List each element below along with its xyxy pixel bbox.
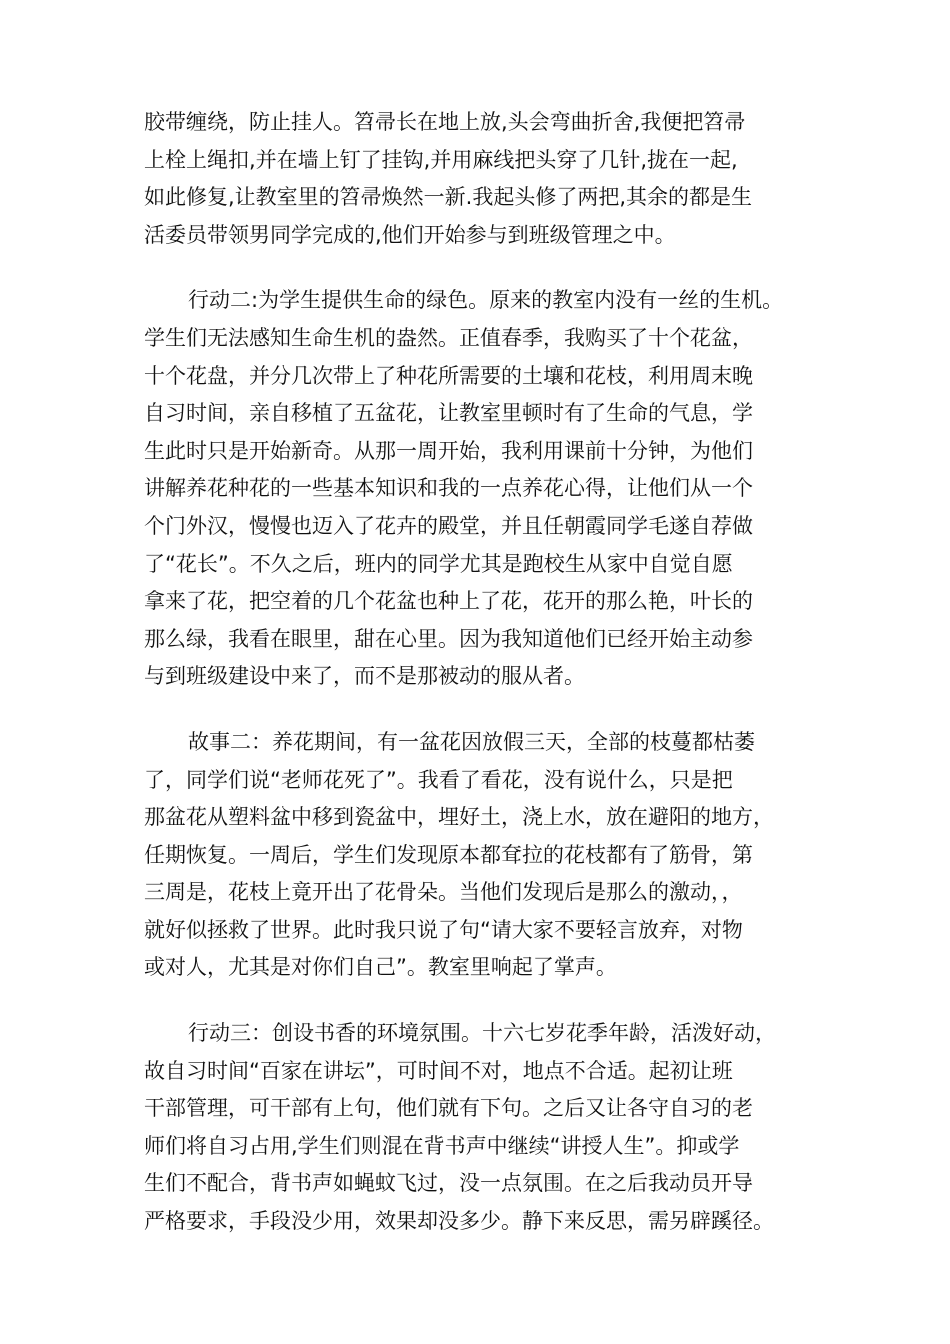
text-line: 了，同学们说“老师花死了”。我看了看花，没有说什么，只是把 (144, 767, 733, 792)
text-line: 了“花长”。不久之后，班内的同学尤其是跑校生从家中自觉自愿 (144, 551, 733, 576)
paragraph-gap (144, 254, 824, 282)
text-line: 十个花盘，并分几次带上了种花所需要的土壤和花枝，利用周末晚 (144, 363, 753, 388)
text-line: 讲解养花种花的一些基本知识和我的一点养花心得，让他们从一个 (144, 476, 753, 501)
text-line: 活委员带领男同学完成的,他们开始参与到班级管理之中。 (144, 222, 676, 247)
text-line: 干部管理，可干部有上句，他们就有下句。之后又让各守自习的老 (144, 1096, 753, 1121)
paragraph-gap (144, 987, 824, 1015)
text-line: 自习时间，亲自移植了五盆花，让教室里顿时有了生命的气息，学 (144, 401, 753, 426)
text-line: 如此修复,让教室里的笤帚焕然一新.我起头修了两把,其余的都是生 (144, 185, 753, 210)
text-line: 行动三：创设书香的环境氛围。十六七岁花季年龄，活泼好动， (188, 1021, 776, 1046)
text-line: 或对人，尤其是对你们自己”。教室里响起了掌声。 (144, 955, 617, 980)
text-line: 任期恢复。一周后，学生们发现原本都耷拉的花枝都有了筋骨，第 (144, 842, 753, 867)
text-line: 学生们无法感知生命生机的盎然。正值春季，我购买了十个花盆， (144, 325, 753, 350)
paragraph-action-two (144, 282, 824, 696)
text-line: 个门外汉，慢慢也迈入了花卉的殿堂，并且任朝霞同学毛遂自荐做 (144, 513, 753, 538)
text-line: 生们不配合，背书声如蝇蚊飞过，没一点氛围。在之后我动员开导 (144, 1171, 753, 1196)
paragraph-gap (144, 696, 824, 724)
text-line: 与到班级建设中来了，而不是那被动的服从者。 (144, 664, 585, 689)
text-line: 行动二:为学生提供生命的绿色。原来的教室内没有一丝的生机。 (188, 288, 784, 313)
text-line: 生此时只是开始新奇。从那一周开始，我利用课前十分钟，为他们 (144, 438, 753, 463)
text-line: 故自习时间“百家在讲坛”，可时间不对，地点不合适。起初让班 (144, 1058, 733, 1083)
text-line: 上栓上绳扣,并在墙上钉了挂钩,并用麻线把头穿了几针,拢在一起, (144, 147, 738, 172)
text-line: 严格要求，手段没少用，效果却没多少。静下来反思，需另辟蹊径。 (144, 1209, 774, 1234)
text-line: 那盆花从塑料盆中移到瓷盆中，埋好土，浇上水，放在避阳的地方， (144, 805, 774, 830)
text-line: 胶带缠绕，防止挂人。笤帚长在地上放,头会弯曲折舍,我便把笤帚 (144, 110, 746, 134)
document-body (144, 104, 824, 1241)
paragraph-continuation (144, 104, 824, 254)
paragraph-action-three (144, 1015, 824, 1241)
text-line: 三周是，花枝上竟开出了花骨朵。当他们发现后是那么的激动，， (144, 880, 743, 905)
text-line: 师们将自习占用,学生们则混在背书声中继续“讲授人生”。抑或学 (144, 1133, 740, 1158)
text-line: 就好似拯救了世界。此时我只说了句“请大家不要轻言放弃，对物 (144, 917, 743, 942)
text-line: 拿来了花，把空着的几个花盆也种上了花，花开的那么艳，叶长的 (144, 589, 753, 614)
paragraph-story-two (144, 724, 824, 987)
text-line: 故事二：养花期间，有一盆花因放假三天，全部的枝蔓都枯萎 (188, 729, 755, 754)
text-line: 那么绿，我看在眼里，甜在心里。因为我知道他们已经开始主动参 (144, 626, 753, 651)
